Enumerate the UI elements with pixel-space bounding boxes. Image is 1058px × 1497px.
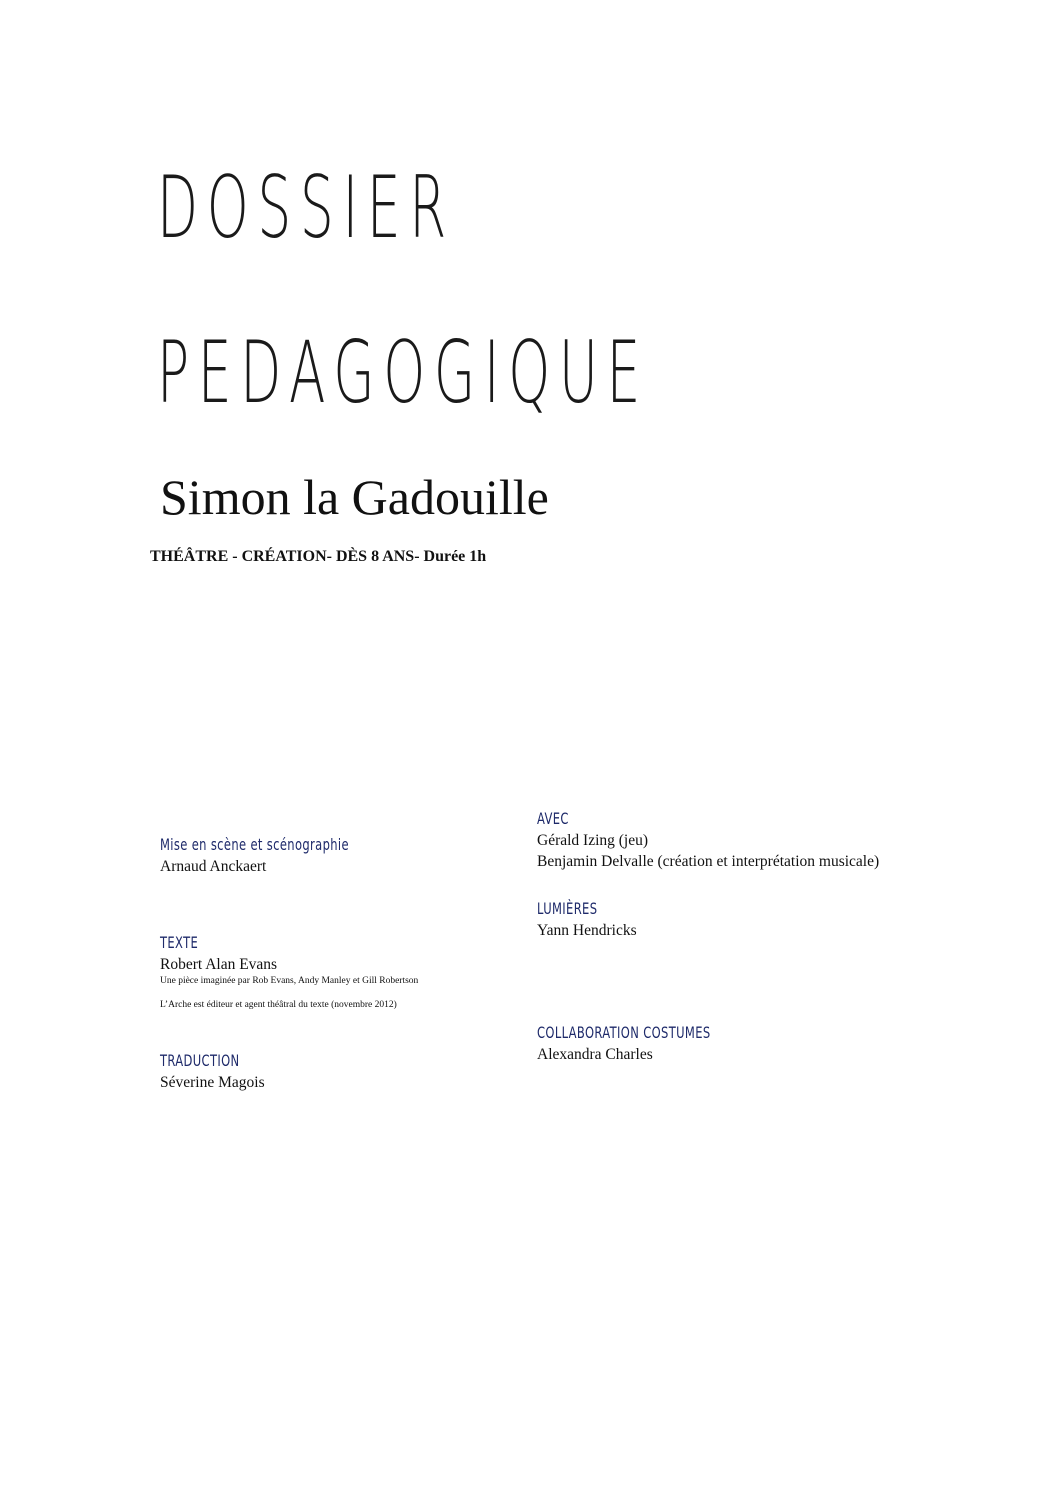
credit-lights: [537, 898, 637, 941]
credit-cast: [537, 808, 879, 872]
credit-staging-label: Mise en scène et scénographie: [160, 835, 349, 854]
show-title: Simon la Gadouille: [160, 469, 549, 525]
credit-lights-label: LUMIÈRES: [537, 899, 598, 918]
credit-costumes-label: COLLABORATION COSTUMES: [537, 1023, 711, 1042]
credit-text-note-publisher: L’Arche est éditeur et agent théâtral du texte (novembre 2012): [160, 1000, 397, 1010]
page-title-line-2: PEDAGOGIQUE: [157, 323, 649, 423]
credit-staging: [160, 834, 422, 877]
credit-cast-value-1: Gérald Izing (jeu): [537, 832, 649, 849]
credit-translation-value: Séverine Magois: [160, 1074, 265, 1091]
credit-costumes: [537, 1022, 778, 1065]
credit-cast-label: AVEC: [537, 809, 569, 828]
credit-lights-value: Yann Hendricks: [537, 922, 637, 939]
credit-costumes-value: Alexandra Charles: [537, 1046, 653, 1063]
show-tagline: THÉÂTRE - CRÉATION- DÈS 8 ANS- Durée 1h: [150, 548, 487, 565]
credit-text: [160, 932, 418, 1012]
credit-text-note-authors: Une pièce imaginée par Rob Evans, Andy Manley et Gill Robertson: [160, 976, 419, 986]
page-title-line-1: DOSSIER: [157, 158, 455, 258]
credit-text-label: TEXTE: [160, 933, 199, 952]
credit-translation-label: TRADUCTION: [160, 1051, 240, 1070]
credit-cast-value-2: Benjamin Delvalle (création et interprétation musicale): [537, 853, 880, 870]
credit-translation: [160, 1050, 270, 1093]
credit-text-value: Robert Alan Evans: [160, 956, 278, 973]
credit-staging-value: Arnaud Anckaert: [160, 858, 267, 875]
